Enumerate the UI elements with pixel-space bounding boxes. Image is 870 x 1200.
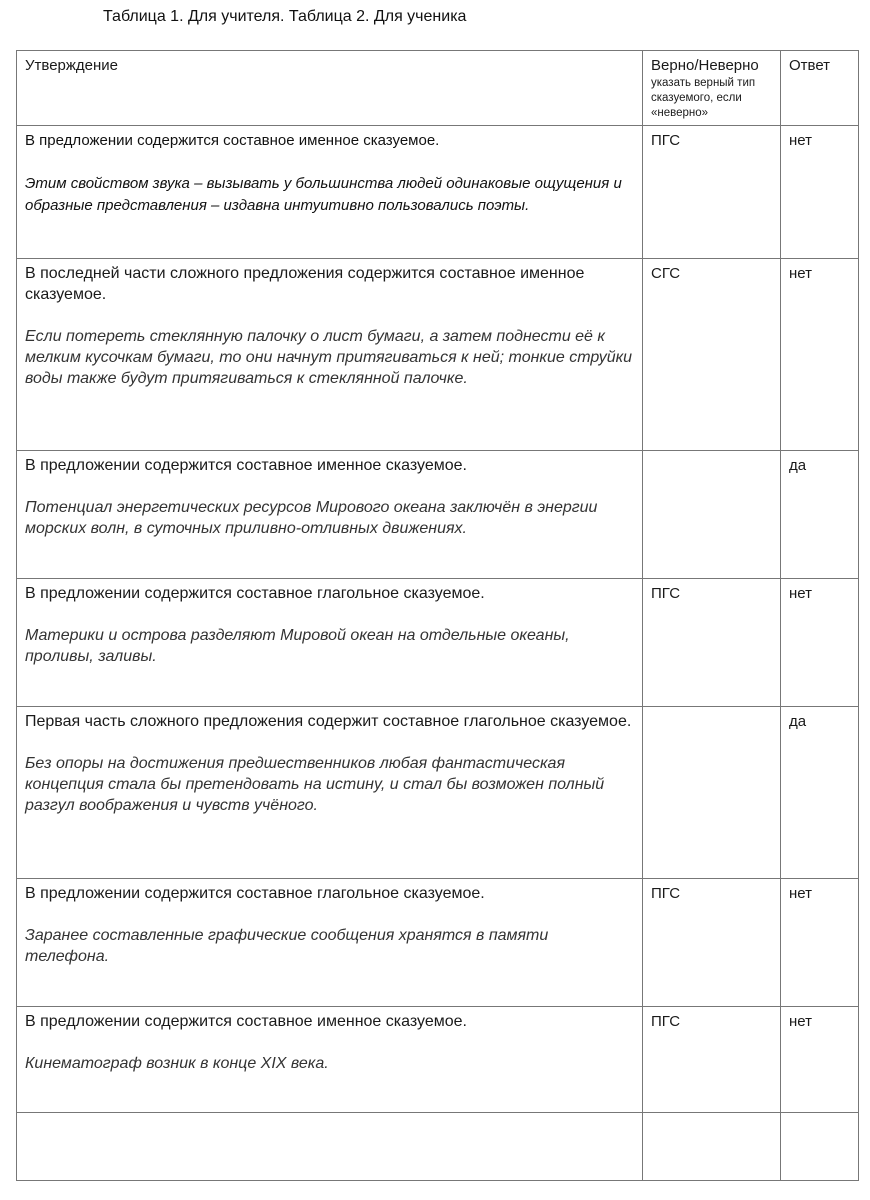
statement-cell (17, 126, 643, 259)
statement-text: В последней части сложного предложения содержится составное именное сказуемое. (25, 265, 585, 303)
statement-text: В предложении содержится составное именное сказуемое. (25, 1013, 467, 1030)
statement-cell (17, 707, 643, 879)
statement-text: В предложении содержится составное именное сказуемое. (25, 457, 467, 474)
statement-cell (17, 1007, 643, 1113)
table-row (17, 1007, 859, 1113)
statement-text: В предложении содержится составное глагольное сказуемое. (25, 585, 485, 602)
answer-cell: нет (781, 1007, 859, 1113)
example-sentence: Кинематограф возник в конце XIX века. (25, 1055, 329, 1072)
empty-cell (781, 1113, 859, 1181)
answer-cell: нет (781, 579, 859, 707)
verdict-cell (643, 707, 781, 879)
verdict-cell: СГС (643, 259, 781, 451)
table-row (17, 707, 859, 879)
table-row (17, 879, 859, 1007)
header-verdict-label: Верно/Неверно (651, 57, 759, 74)
empty-cell (643, 1113, 781, 1181)
example-sentence: Заранее составленные графические сообщения хранятся в памяти телефона. (25, 927, 549, 965)
statement-text: Первая часть сложного предложения содержит составное глагольное сказуемое. (25, 713, 632, 730)
example-sentence: Материки и острова разделяют Мировой океан на отдельные океаны, проливы, заливы. (25, 627, 570, 665)
header-verdict (643, 51, 781, 126)
statement-text: В предложении содержится составное именное сказуемое. (25, 132, 440, 149)
statements-table (16, 50, 859, 1181)
statement-cell (17, 879, 643, 1007)
answer-cell: да (781, 707, 859, 879)
answer-cell: нет (781, 259, 859, 451)
header-answer: Ответ (781, 51, 859, 126)
document-title: Таблица 1. Для учителя. Таблица 2. Для ученика (103, 8, 467, 25)
table-row (17, 451, 859, 579)
verdict-cell: ПГС (643, 579, 781, 707)
header-verdict-note: указать верный тип сказуемого, если «неверно» (651, 77, 756, 119)
verdict-cell: ПГС (643, 1007, 781, 1113)
verdict-cell (643, 451, 781, 579)
example-sentence: Без опоры на достижения предшественников любая фантастическая концепция стала бы претендовать на истину, и стал бы возможен полный разгул воображения и чувств учёного. (25, 755, 605, 814)
header-statement: Утверждение (17, 51, 643, 126)
example-sentence: Если потереть стеклянную палочку о лист бумаги, а затем поднести её к мелким кусочкам бумаги, то они начнут притягиваться к ней; тонкие струйки воды также будут притягиваться к стеклянной палочке. (25, 328, 633, 387)
verdict-cell: ПГС (643, 879, 781, 1007)
statement-cell (17, 259, 643, 451)
statement-cell (17, 579, 643, 707)
statement-text: В предложении содержится составное глагольное сказуемое. (25, 885, 485, 902)
table-row (17, 259, 859, 451)
statement-cell (17, 451, 643, 579)
table-row (17, 126, 859, 259)
answer-cell: нет (781, 126, 859, 259)
example-sentence: Потенциал энергетических ресурсов Мирового океана заключён в энергии морских волн, в суточных приливно-отливных движениях. (25, 499, 598, 537)
empty-cell (17, 1113, 643, 1181)
answer-cell: нет (781, 879, 859, 1007)
example-sentence: Этим свойством звука – вызывать у большинства людей одинаковые ощущения и образные представления – издавна интуитивно пользовались поэты. (25, 175, 622, 214)
table-row (17, 579, 859, 707)
empty-row (17, 1113, 859, 1181)
verdict-cell: ПГС (643, 126, 781, 259)
table-header-row (17, 51, 859, 126)
answer-cell: да (781, 451, 859, 579)
